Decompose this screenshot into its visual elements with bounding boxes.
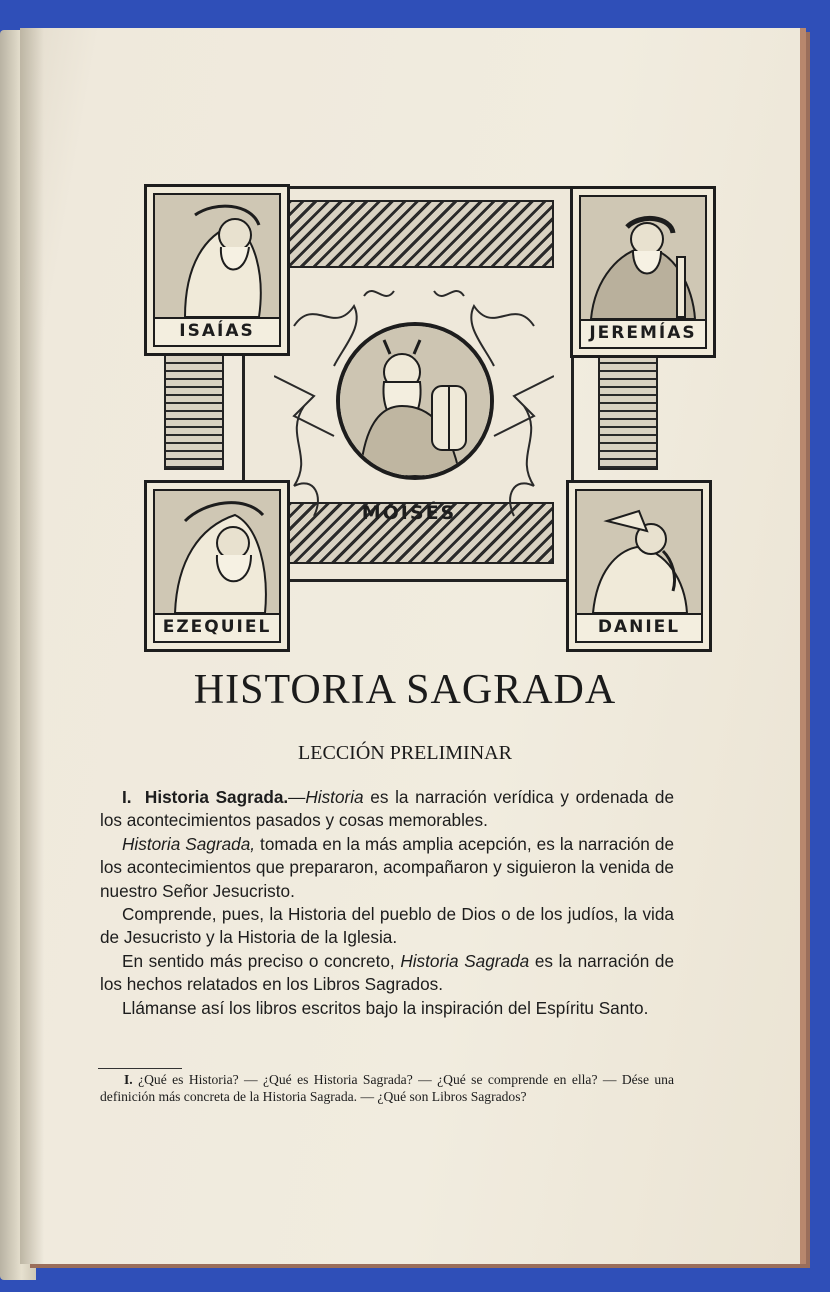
lesson-subtitle: LECCIÓN PRELIMINAR: [298, 742, 512, 764]
daniel-picture: [575, 489, 703, 615]
paragraph-1-number: I.: [122, 787, 132, 807]
paragraph-4-text-before: En sentido más preciso o concreto,: [122, 950, 401, 971]
footnote-rule: [98, 1068, 182, 1069]
lesson-body: [100, 786, 674, 1020]
page-title: HISTORIA SAGRADA: [193, 667, 617, 713]
isaias-label: ISAÍAS: [153, 317, 281, 347]
paragraph-1-text: es la narración verídica y ordenada de los acontecimientos pasados y cosas memorables.: [100, 787, 674, 831]
footnote: [100, 1072, 674, 1105]
page-spine-shadow: [20, 28, 44, 1264]
paragraph-3: [100, 903, 674, 950]
paragraph-1-dash: —: [288, 787, 306, 807]
moises-label: MOISÉS: [361, 502, 457, 524]
paragraph-4: [100, 950, 674, 997]
jeremias-picture: [579, 195, 707, 321]
ezequiel-label: EZEQUIEL: [153, 613, 281, 643]
top-ornament-band: [260, 200, 554, 268]
ezequiel-portrait: [144, 480, 290, 652]
ezequiel-figure: [155, 491, 279, 613]
paragraph-1-term: Historia: [305, 787, 364, 807]
daniel-figure: [577, 491, 701, 613]
paragraph-1-heading: Historia Sagrada.: [144, 787, 289, 807]
paragraph-5: [100, 997, 674, 1020]
ezequiel-picture: [153, 489, 281, 615]
footnote-text: ¿Qué es Historia? — ¿Qué es Historia Sagrada? — ¿Qué se comprende en ella? — Dése una definición más concreta de la Historia Sagrada. — ¿Qué son Libros Sagrados?: [100, 1072, 674, 1104]
isaias-portrait: [144, 184, 290, 356]
moses-figure: [340, 326, 490, 476]
paragraph-2-term: Historia Sagrada,: [122, 833, 256, 854]
isaias-figure: [155, 195, 279, 317]
jeremias-label: JEREMÍAS: [579, 319, 707, 349]
moses-medallion: [336, 322, 494, 480]
paragraph-4-term: Historia Sagrada: [400, 950, 530, 971]
paragraph-4-text-after: es la narración de los hechos relatados en los Libros Sagrados.: [100, 950, 674, 995]
isaias-picture: [153, 193, 281, 319]
daniel-portrait: [566, 480, 712, 652]
paragraph-2-text: tomada en la más amplia acepción, es la narración de los acontecimientos que prepararon, acompañaron y siguieron la venida de nuestro Señor Jesucristo.: [100, 833, 675, 901]
daniel-label: DANIEL: [575, 613, 703, 643]
jeremias-portrait: [570, 186, 716, 358]
paragraph-5-text: Llámanse así los libros escritos bajo la inspiración del Espíritu Santo.: [122, 997, 649, 1018]
prophets-illustration: [124, 156, 697, 637]
paragraph-2: [100, 833, 674, 903]
paragraph-3-text: Comprende, pues, la Historia del pueblo de Dios o de los judíos, la vida de Jesucristo y la Historia de la Iglesia.: [100, 904, 674, 948]
footnote-number: I.: [124, 1072, 133, 1087]
jeremias-figure: [581, 197, 705, 319]
paragraph-1: [100, 786, 674, 833]
